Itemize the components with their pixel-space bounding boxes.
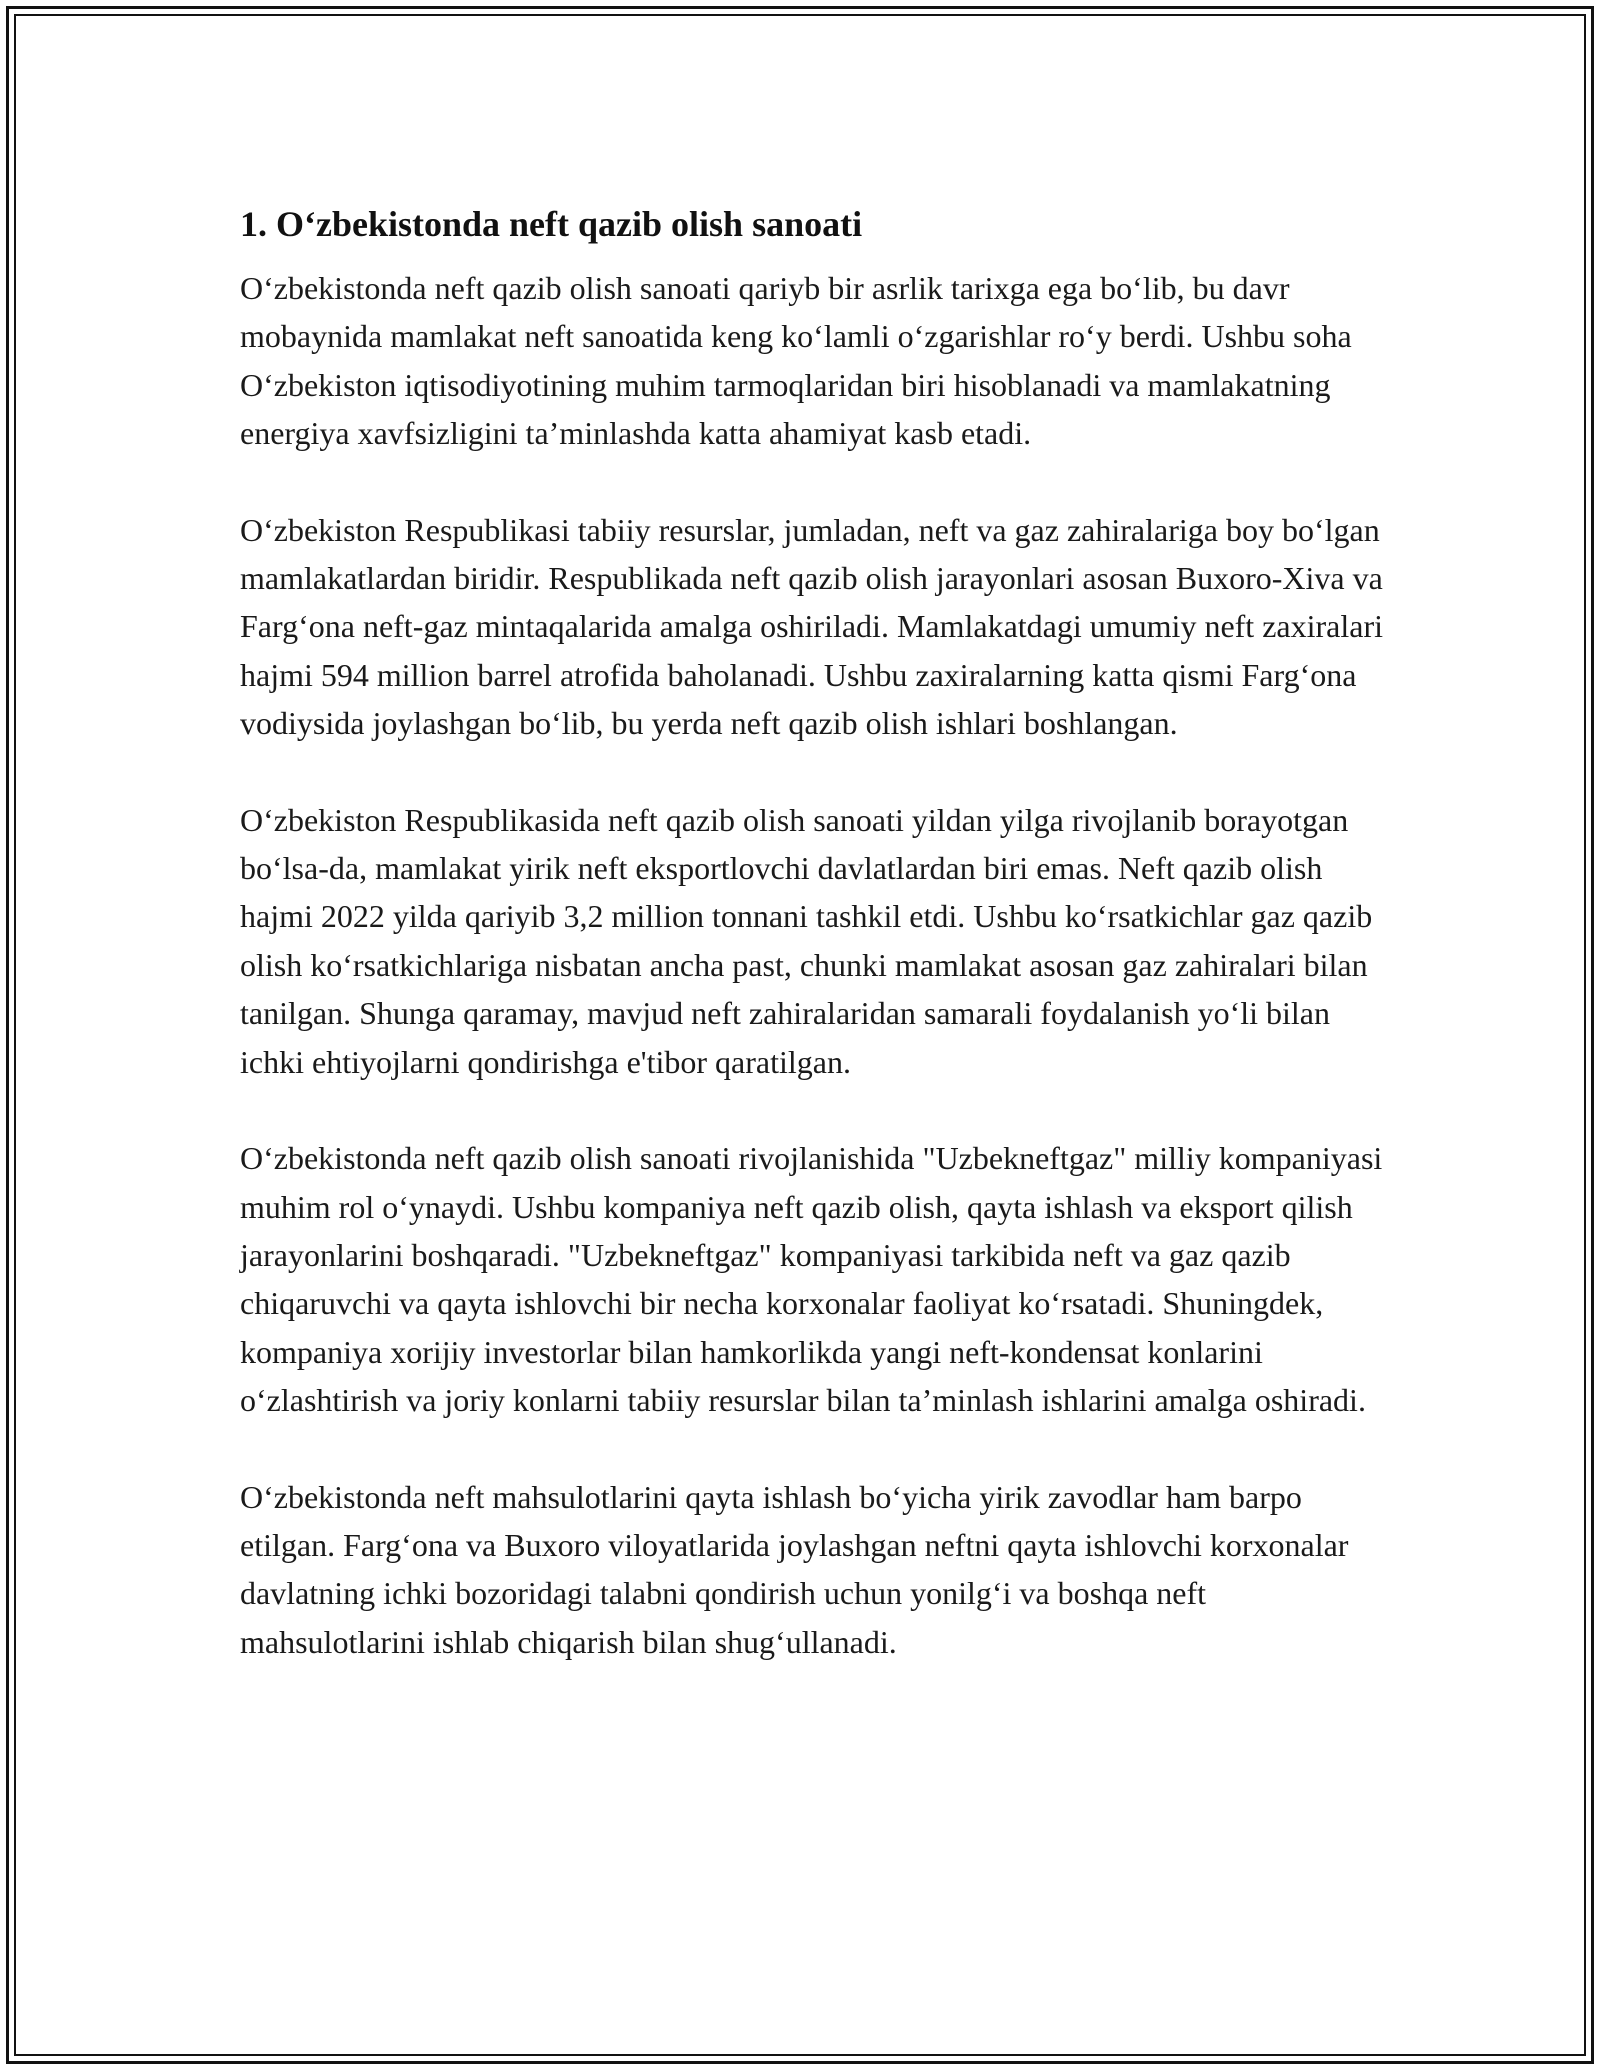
paragraph-production: Oʻzbekiston Respublikasida neft qazib olish sanoati yildan yilga rivojlanib borayotgan boʻlsa-da, mamlakat yirik neft eksportlovchi davlatlardan biri emas. Neft qazib olish hajmi 2022 yilda qariyib 3,2 million tonnani tashkil etdi. Ushbu koʻrsatkichlar gaz qazib olish koʻrsatkichlariga nisbatan ancha past, chunki mamlakat asosan gaz zahiralari bilan tanilgan. Shunga qaramay, mavjud neft zahiralaridan samarali foydalanish yoʻli bilan ichki ehtiyojlarni qondirishga e'tibor qaratilgan. — [240, 801, 1373, 1080]
paragraph-resources: Oʻzbekiston Respublikasi tabiiy resurslar, jumladan, neft va gaz zahiralariga boy boʻlgan mamlakatlardan biridir. Respublikada neft qazib olish jarayonlari asosan Buxoro-Xiva va Fargʻona neft-gaz mintaqalarida amalga oshiriladi. Mamlakatdagi umumiy neft zaxiralari hajmi 594 million barrel atrofida baholanadi. Ushbu zaxiralarning katta qismi Fargʻona vodiysida joylashgan boʻlib, bu yerda neft qazib olish ishlari boshlangan. — [240, 511, 1383, 742]
document-body — [240, 200, 1390, 1714]
paragraph-refineries: Oʻzbekistonda neft mahsulotlarini qayta ishlash boʻyicha yirik zavodlar ham barpo etilgan. Fargʻona va Buxoro viloyatlarida joylashgan neftni qayta ishlovchi korxonalar davlatning ichki bozoridagi talabni qondirish uchun yonilgʻi va boshqa neft mahsulotlarini ishlab chiqarish bilan shugʻullanadi. — [240, 1478, 1349, 1660]
page-border-inner — [14, 14, 1586, 2056]
paragraph-uzbekneftgaz: Oʻzbekistonda neft qazib olish sanoati rivojlanishida "Uzbekneftgaz" milliy kompaniyasi muhim rol oʻynaydi. Ushbu kompaniya neft qazib olish, qayta ishlash va eksport qilish jarayonlarini boshqaradi. "Uzbekneftgaz" kompaniyasi tarkibida neft va gaz qazib chiqaruvchi va qayta ishlovchi bir necha korxonalar faoliyat koʻrsatadi. Shuningdek, kompaniya xorijiy investorlar bilan hamkorlikda yangi neft-kondensat konlarini oʻzlashtirish va joriy konlarni tabiiy resurslar bilan ta’minlash ishlarini amalga oshiradi. — [240, 1140, 1383, 1419]
paragraph-history: Oʻzbekistonda neft qazib olish sanoati qariyb bir asrlik tarixga ega boʻlib, bu davr mobaynida mamlakat neft sanoatida keng koʻlamli oʻzgarishlar roʻy berdi. Ushbu soha Oʻzbekiston iqtisodiyotining muhim tarmoqlaridan biri hisoblanadi va mamlakatning energiya xavfsizligini ta’minlashda katta ahamiyat kasb etadi. — [240, 270, 1352, 452]
section-heading: 1. Oʻzbekistonda neft qazib olish sanoati — [240, 204, 863, 244]
page-border — [6, 6, 1594, 2064]
